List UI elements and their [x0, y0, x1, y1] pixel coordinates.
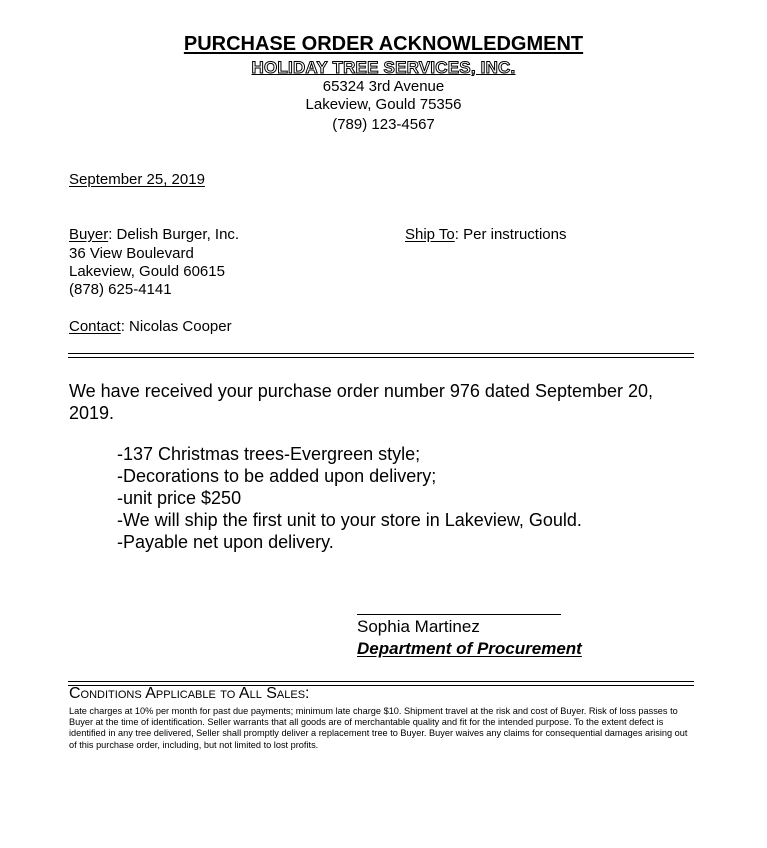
buyer-name: : Delish Burger, Inc. [108, 226, 240, 243]
conditions-text: Late charges at 10% per month for past due payments; minimum late charge $10. Shipment travel at the risk and cost of Buyer. Risk of loss passes to Buyer at the time of identification. Seller warrants that all goods are of merchantable quality and fit for the intended purpose. To the extent defect is identified in any tree delivered, Seller shall promptly deliver a replacement tree to Buyer. Buyer waives any claims for consequential damages arising out of this purchase order, including, but not limited to lost profits. [69, 706, 688, 750]
company-name: HOLIDAY TREE SERVICES, INC. [251, 58, 516, 77]
document-date: September 25, 2019 [69, 171, 205, 188]
document-title: PURCHASE ORDER ACKNOWLEDGMENT [183, 33, 584, 55]
ship-to-value: : Per instructions [454, 226, 567, 243]
buyer-label: Buyer [69, 226, 109, 243]
conditions-title: Conditions Applicable to All Sales: [69, 685, 310, 702]
list-item: -We will ship the first unit to your store in Lakeview, Gould. [117, 510, 582, 530]
signer-name: Sophia Martinez [357, 617, 480, 636]
contact-label: Contact [69, 318, 121, 335]
section-divider [68, 353, 694, 358]
buyer-address-line2: Lakeview, Gould 60615 [69, 263, 225, 280]
list-item: -137 Christmas trees-Evergreen style; [117, 444, 421, 464]
list-item: -Payable net upon delivery. [117, 532, 334, 552]
signature-line [357, 614, 561, 615]
contact-line [69, 318, 232, 336]
buyer-line [69, 226, 239, 244]
company-address-line2: Lakeview, Gould 75356 [305, 96, 462, 113]
buyer-address-line1: 36 View Boulevard [69, 245, 194, 262]
order-items-list [117, 443, 582, 553]
buyer-phone: (878) 625-4141 [69, 281, 172, 298]
ship-to-label: Ship To [405, 226, 455, 243]
acknowledgment-message: We have received your purchase order number 976 dated September 20, 2019. [69, 381, 654, 423]
company-phone: (789) 123-4567 [332, 116, 435, 133]
list-item: -unit price $250 [117, 488, 242, 508]
company-address-line1: 65324 3rd Avenue [322, 78, 445, 95]
list-item: -Decorations to be added upon delivery; [117, 466, 437, 486]
ship-to-line [405, 226, 566, 244]
contact-value: : Nicolas Cooper [120, 318, 232, 335]
signer-department: Department of Procurement [357, 639, 582, 658]
